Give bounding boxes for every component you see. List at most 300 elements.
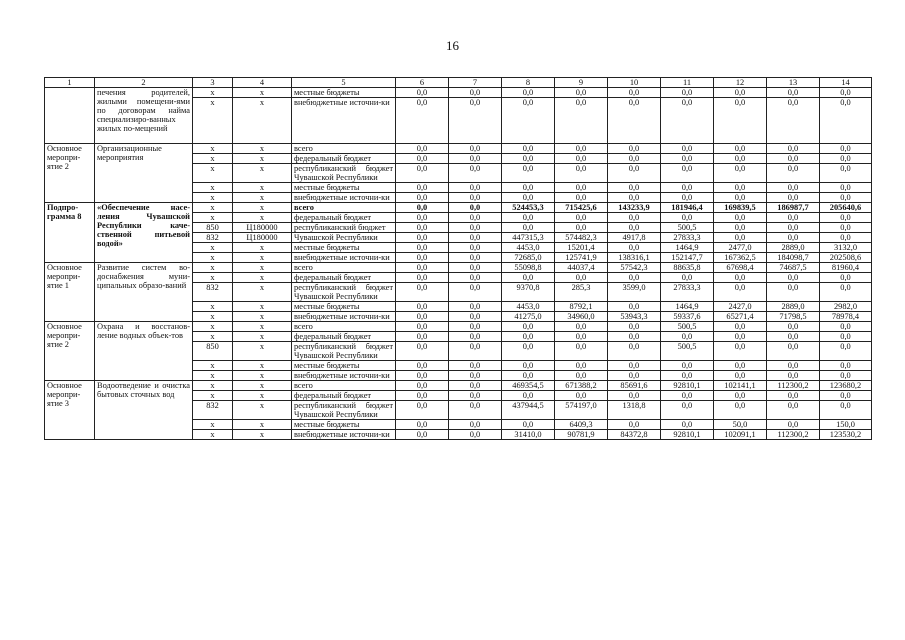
value-cell: 0,0 bbox=[767, 88, 820, 98]
value-cell: 0,0 bbox=[608, 361, 661, 371]
target-article-code: x bbox=[233, 342, 292, 361]
value-cell: 0,0 bbox=[714, 371, 767, 381]
column-number: 4 bbox=[233, 78, 292, 88]
target-article-code: x bbox=[233, 381, 292, 391]
value-cell: 0,0 bbox=[608, 302, 661, 312]
value-cell: 500,5 bbox=[661, 322, 714, 332]
grbs-code: x bbox=[193, 144, 233, 154]
grbs-code: x bbox=[193, 302, 233, 312]
value-cell: 53943,3 bbox=[608, 312, 661, 322]
value-cell: 0,0 bbox=[608, 193, 661, 203]
funding-source: внебюджетные источни-ки bbox=[292, 430, 396, 440]
value-cell: 0,0 bbox=[714, 164, 767, 183]
target-article-code: x bbox=[233, 322, 292, 332]
value-cell: 0,0 bbox=[396, 243, 449, 253]
value-cell: 143233,9 bbox=[608, 203, 661, 213]
value-cell: 0,0 bbox=[449, 154, 502, 164]
value-cell: 0,0 bbox=[714, 144, 767, 154]
value-cell: 0,0 bbox=[555, 98, 608, 144]
value-cell: 0,0 bbox=[396, 223, 449, 233]
value-cell: 0,0 bbox=[502, 332, 555, 342]
value-cell: 0,0 bbox=[767, 401, 820, 420]
value-cell: 57542,3 bbox=[608, 263, 661, 273]
value-cell: 0,0 bbox=[396, 253, 449, 263]
value-cell: 0,0 bbox=[767, 332, 820, 342]
value-cell: 2889,0 bbox=[767, 302, 820, 312]
value-cell: 0,0 bbox=[449, 420, 502, 430]
value-cell: 0,0 bbox=[767, 223, 820, 233]
value-cell: 0,0 bbox=[820, 213, 872, 223]
value-cell: 0,0 bbox=[396, 342, 449, 361]
value-cell: 0,0 bbox=[767, 273, 820, 283]
value-cell: 102091,1 bbox=[714, 430, 767, 440]
value-cell: 0,0 bbox=[820, 154, 872, 164]
grbs-code: x bbox=[193, 253, 233, 263]
value-cell: 0,0 bbox=[714, 273, 767, 283]
value-cell: 0,0 bbox=[661, 371, 714, 381]
target-article-code: x bbox=[233, 144, 292, 154]
target-article-code: x bbox=[233, 154, 292, 164]
column-number: 8 bbox=[502, 78, 555, 88]
funding-source: федеральный бюджет bbox=[292, 332, 396, 342]
value-cell: 123530,2 bbox=[820, 430, 872, 440]
value-cell: 0,0 bbox=[449, 183, 502, 193]
value-cell: 0,0 bbox=[396, 213, 449, 223]
measure-name: «Обеспечение насе-ления Чувашской Республики каче-ственной питьевой водой» bbox=[95, 203, 193, 263]
value-cell: 184098,7 bbox=[767, 253, 820, 263]
value-cell: 0,0 bbox=[820, 322, 872, 332]
value-cell: 2477,0 bbox=[714, 243, 767, 253]
value-cell: 6409,3 bbox=[555, 420, 608, 430]
grbs-code: x bbox=[193, 243, 233, 253]
value-cell: 0,0 bbox=[396, 332, 449, 342]
target-article-code: Ц180000 bbox=[233, 223, 292, 233]
target-article-code: x bbox=[233, 243, 292, 253]
value-cell: 15201,4 bbox=[555, 243, 608, 253]
funding-source: внебюджетные источни-ки bbox=[292, 312, 396, 322]
value-cell: 0,0 bbox=[555, 88, 608, 98]
column-number: 12 bbox=[714, 78, 767, 88]
value-cell: 2889,0 bbox=[767, 243, 820, 253]
grbs-code: x bbox=[193, 98, 233, 144]
value-cell: 0,0 bbox=[661, 273, 714, 283]
value-cell: 0,0 bbox=[396, 98, 449, 144]
value-cell: 0,0 bbox=[555, 164, 608, 183]
grbs-code: x bbox=[193, 420, 233, 430]
funding-source: местные бюджеты bbox=[292, 243, 396, 253]
value-cell: 0,0 bbox=[396, 193, 449, 203]
grbs-code: x bbox=[193, 332, 233, 342]
value-cell: 4917,8 bbox=[608, 233, 661, 243]
value-cell: 0,0 bbox=[608, 420, 661, 430]
column-number: 10 bbox=[608, 78, 661, 88]
value-cell: 55098,8 bbox=[502, 263, 555, 273]
value-cell: 27833,3 bbox=[661, 233, 714, 243]
target-article-code: x bbox=[233, 283, 292, 302]
value-cell: 0,0 bbox=[502, 98, 555, 144]
value-cell: 0,0 bbox=[820, 371, 872, 381]
value-cell: 205640,6 bbox=[820, 203, 872, 213]
value-cell: 0,0 bbox=[502, 144, 555, 154]
value-cell: 150,0 bbox=[820, 420, 872, 430]
value-cell: 447315,3 bbox=[502, 233, 555, 243]
value-cell: 0,0 bbox=[449, 342, 502, 361]
value-cell: 0,0 bbox=[449, 381, 502, 391]
target-article-code: x bbox=[233, 98, 292, 144]
measure-type bbox=[45, 88, 95, 144]
table-row bbox=[45, 322, 872, 332]
funding-source: республиканский бюджет bbox=[292, 223, 396, 233]
funding-source: республиканский бюджет Чувашской Республики bbox=[292, 342, 396, 361]
value-cell: 1464,9 bbox=[661, 243, 714, 253]
target-article-code: x bbox=[233, 391, 292, 401]
funding-source: федеральный бюджет bbox=[292, 154, 396, 164]
table-row bbox=[45, 263, 872, 273]
page-number: 16 bbox=[446, 38, 459, 53]
value-cell: 152147,7 bbox=[661, 253, 714, 263]
value-cell: 0,0 bbox=[767, 98, 820, 144]
value-cell: 0,0 bbox=[767, 322, 820, 332]
value-cell: 0,0 bbox=[767, 342, 820, 361]
target-article-code: x bbox=[233, 401, 292, 420]
value-cell: 50,0 bbox=[714, 420, 767, 430]
value-cell: 0,0 bbox=[767, 420, 820, 430]
measure-name: печения родителей, жилыми помещени-ями по договорам найма специализиро-ванных жилых по-мещений bbox=[95, 88, 193, 144]
target-article-code: x bbox=[233, 302, 292, 312]
measure-name: Развитие систем во-доснабжения муни-ципальных образо-ваний bbox=[95, 263, 193, 322]
value-cell: 0,0 bbox=[396, 183, 449, 193]
value-cell: 0,0 bbox=[555, 371, 608, 381]
column-number: 2 bbox=[95, 78, 193, 88]
value-cell: 0,0 bbox=[661, 391, 714, 401]
target-article-code: Ц180000 bbox=[233, 233, 292, 243]
value-cell: 0,0 bbox=[608, 98, 661, 144]
value-cell: 574197,0 bbox=[555, 401, 608, 420]
value-cell: 0,0 bbox=[714, 283, 767, 302]
grbs-code: 850 bbox=[193, 342, 233, 361]
measure-type: Основное меропри-ятие 2 bbox=[45, 144, 95, 203]
value-cell: 0,0 bbox=[396, 273, 449, 283]
value-cell: 41275,0 bbox=[502, 312, 555, 322]
value-cell: 9370,8 bbox=[502, 283, 555, 302]
value-cell: 0,0 bbox=[714, 213, 767, 223]
value-cell: 0,0 bbox=[820, 391, 872, 401]
value-cell: 0,0 bbox=[661, 361, 714, 371]
value-cell: 0,0 bbox=[502, 223, 555, 233]
value-cell: 65271,4 bbox=[714, 312, 767, 322]
column-number: 3 bbox=[193, 78, 233, 88]
value-cell: 0,0 bbox=[449, 213, 502, 223]
target-article-code: x bbox=[233, 361, 292, 371]
value-cell: 0,0 bbox=[396, 312, 449, 322]
target-article-code: x bbox=[233, 213, 292, 223]
value-cell: 0,0 bbox=[449, 371, 502, 381]
value-cell: 469354,5 bbox=[502, 381, 555, 391]
value-cell: 0,0 bbox=[661, 154, 714, 164]
grbs-code: x bbox=[193, 312, 233, 322]
value-cell: 0,0 bbox=[502, 371, 555, 381]
value-cell: 0,0 bbox=[449, 223, 502, 233]
value-cell: 0,0 bbox=[449, 164, 502, 183]
value-cell: 0,0 bbox=[502, 164, 555, 183]
grbs-code: 832 bbox=[193, 401, 233, 420]
value-cell: 0,0 bbox=[449, 193, 502, 203]
grbs-code: 832 bbox=[193, 233, 233, 243]
value-cell: 0,0 bbox=[608, 164, 661, 183]
value-cell: 90781,9 bbox=[555, 430, 608, 440]
value-cell: 0,0 bbox=[449, 98, 502, 144]
value-cell: 123680,2 bbox=[820, 381, 872, 391]
funding-source: федеральный бюджет bbox=[292, 213, 396, 223]
value-cell: 0,0 bbox=[608, 243, 661, 253]
value-cell: 0,0 bbox=[396, 233, 449, 243]
value-cell: 0,0 bbox=[661, 401, 714, 420]
column-number: 11 bbox=[661, 78, 714, 88]
value-cell: 0,0 bbox=[820, 88, 872, 98]
value-cell: 524453,3 bbox=[502, 203, 555, 213]
value-cell: 0,0 bbox=[396, 263, 449, 273]
table-row bbox=[45, 203, 872, 213]
value-cell: 0,0 bbox=[714, 98, 767, 144]
value-cell: 0,0 bbox=[449, 243, 502, 253]
grbs-code: x bbox=[193, 263, 233, 273]
value-cell: 0,0 bbox=[449, 332, 502, 342]
value-cell: 0,0 bbox=[502, 342, 555, 361]
value-cell: 0,0 bbox=[714, 233, 767, 243]
value-cell: 112300,2 bbox=[767, 381, 820, 391]
value-cell: 125741,9 bbox=[555, 253, 608, 263]
measure-name: Охрана и восстанов-ление водных объек-тов bbox=[95, 322, 193, 381]
target-article-code: x bbox=[233, 88, 292, 98]
funding-source: Чувашской Республики bbox=[292, 233, 396, 243]
value-cell: 0,0 bbox=[767, 154, 820, 164]
value-cell: 0,0 bbox=[449, 312, 502, 322]
funding-source: внебюджетные источни-ки bbox=[292, 193, 396, 203]
value-cell: 167362,5 bbox=[714, 253, 767, 263]
value-cell: 0,0 bbox=[661, 88, 714, 98]
value-cell: 0,0 bbox=[608, 144, 661, 154]
value-cell: 88635,8 bbox=[661, 263, 714, 273]
value-cell: 0,0 bbox=[714, 154, 767, 164]
grbs-code: x bbox=[193, 88, 233, 98]
value-cell: 671388,2 bbox=[555, 381, 608, 391]
value-cell: 0,0 bbox=[714, 332, 767, 342]
target-article-code: x bbox=[233, 164, 292, 183]
funding-source: местные бюджеты bbox=[292, 302, 396, 312]
value-cell: 0,0 bbox=[767, 361, 820, 371]
target-article-code: x bbox=[233, 312, 292, 322]
budget-table bbox=[44, 77, 872, 440]
column-number: 14 bbox=[820, 78, 872, 88]
value-cell: 0,0 bbox=[820, 183, 872, 193]
value-cell: 0,0 bbox=[820, 98, 872, 144]
measure-name: Водоотведение и очистка бытовых сточных вод bbox=[95, 381, 193, 440]
value-cell: 0,0 bbox=[767, 193, 820, 203]
value-cell: 0,0 bbox=[555, 391, 608, 401]
value-cell: 0,0 bbox=[502, 154, 555, 164]
value-cell: 0,0 bbox=[449, 401, 502, 420]
value-cell: 92810,1 bbox=[661, 430, 714, 440]
value-cell: 0,0 bbox=[820, 144, 872, 154]
value-cell: 0,0 bbox=[608, 322, 661, 332]
column-number: 5 bbox=[292, 78, 396, 88]
value-cell: 0,0 bbox=[396, 302, 449, 312]
value-cell: 169839,5 bbox=[714, 203, 767, 213]
value-cell: 0,0 bbox=[767, 371, 820, 381]
funding-source: внебюджетные источни-ки bbox=[292, 371, 396, 381]
measure-type: Подпро-грамма 8 bbox=[45, 203, 95, 263]
value-cell: 0,0 bbox=[767, 144, 820, 154]
value-cell: 0,0 bbox=[449, 263, 502, 273]
target-article-code: x bbox=[233, 430, 292, 440]
value-cell: 0,0 bbox=[608, 154, 661, 164]
value-cell: 44037,4 bbox=[555, 263, 608, 273]
value-cell: 0,0 bbox=[449, 203, 502, 213]
value-cell: 0,0 bbox=[661, 193, 714, 203]
funding-source: внебюджетные источни-ки bbox=[292, 253, 396, 263]
column-number: 7 bbox=[449, 78, 502, 88]
value-cell: 0,0 bbox=[714, 322, 767, 332]
funding-source: местные бюджеты bbox=[292, 420, 396, 430]
value-cell: 0,0 bbox=[449, 283, 502, 302]
value-cell: 0,0 bbox=[396, 88, 449, 98]
value-cell: 0,0 bbox=[555, 361, 608, 371]
value-cell: 138316,1 bbox=[608, 253, 661, 263]
target-article-code: x bbox=[233, 273, 292, 283]
value-cell: 0,0 bbox=[502, 322, 555, 332]
value-cell: 84372,8 bbox=[608, 430, 661, 440]
value-cell: 0,0 bbox=[555, 144, 608, 154]
value-cell: 0,0 bbox=[555, 193, 608, 203]
funding-source: всего bbox=[292, 381, 396, 391]
grbs-code: x bbox=[193, 322, 233, 332]
value-cell: 0,0 bbox=[555, 213, 608, 223]
grbs-code: x bbox=[193, 361, 233, 371]
value-cell: 0,0 bbox=[555, 223, 608, 233]
value-cell: 0,0 bbox=[396, 283, 449, 302]
value-cell: 0,0 bbox=[608, 223, 661, 233]
value-cell: 0,0 bbox=[502, 183, 555, 193]
value-cell: 0,0 bbox=[396, 164, 449, 183]
value-cell: 0,0 bbox=[661, 420, 714, 430]
value-cell: 0,0 bbox=[661, 183, 714, 193]
value-cell: 0,0 bbox=[767, 213, 820, 223]
value-cell: 0,0 bbox=[449, 253, 502, 263]
value-cell: 0,0 bbox=[820, 342, 872, 361]
value-cell: 1318,8 bbox=[608, 401, 661, 420]
grbs-code: x bbox=[193, 430, 233, 440]
funding-source: всего bbox=[292, 322, 396, 332]
grbs-code: x bbox=[193, 183, 233, 193]
grbs-code: 850 bbox=[193, 223, 233, 233]
value-cell: 0,0 bbox=[502, 88, 555, 98]
value-cell: 574482,3 bbox=[555, 233, 608, 243]
column-number: 9 bbox=[555, 78, 608, 88]
grbs-code: x bbox=[193, 273, 233, 283]
value-cell: 0,0 bbox=[396, 322, 449, 332]
funding-source: всего bbox=[292, 144, 396, 154]
value-cell: 0,0 bbox=[767, 164, 820, 183]
grbs-code: x bbox=[193, 203, 233, 213]
funding-source: всего bbox=[292, 263, 396, 273]
value-cell: 0,0 bbox=[449, 273, 502, 283]
value-cell: 0,0 bbox=[608, 371, 661, 381]
value-cell: 1464,9 bbox=[661, 302, 714, 312]
value-cell: 285,3 bbox=[555, 283, 608, 302]
value-cell: 0,0 bbox=[820, 164, 872, 183]
value-cell: 0,0 bbox=[608, 332, 661, 342]
target-article-code: x bbox=[233, 420, 292, 430]
value-cell: 0,0 bbox=[661, 332, 714, 342]
target-article-code: x bbox=[233, 332, 292, 342]
value-cell: 0,0 bbox=[396, 381, 449, 391]
value-cell: 0,0 bbox=[396, 371, 449, 381]
value-cell: 0,0 bbox=[608, 183, 661, 193]
measure-type: Основное меропри-ятие 3 bbox=[45, 381, 95, 440]
value-cell: 0,0 bbox=[714, 401, 767, 420]
value-cell: 0,0 bbox=[449, 430, 502, 440]
value-cell: 71798,5 bbox=[767, 312, 820, 322]
value-cell: 0,0 bbox=[396, 154, 449, 164]
value-cell: 81960,4 bbox=[820, 263, 872, 273]
value-cell: 0,0 bbox=[714, 361, 767, 371]
value-cell: 8792,1 bbox=[555, 302, 608, 312]
grbs-code: 832 bbox=[193, 283, 233, 302]
value-cell: 0,0 bbox=[449, 361, 502, 371]
value-cell: 59337,6 bbox=[661, 312, 714, 322]
column-number: 13 bbox=[767, 78, 820, 88]
value-cell: 2982,0 bbox=[820, 302, 872, 312]
funding-source: республиканский бюджет Чувашской Республики bbox=[292, 164, 396, 183]
grbs-code: x bbox=[193, 381, 233, 391]
value-cell: 0,0 bbox=[820, 361, 872, 371]
table-row bbox=[45, 381, 872, 391]
value-cell: 202508,6 bbox=[820, 253, 872, 263]
value-cell: 0,0 bbox=[820, 233, 872, 243]
value-cell: 0,0 bbox=[608, 391, 661, 401]
grbs-code: x bbox=[193, 213, 233, 223]
grbs-code: x bbox=[193, 391, 233, 401]
value-cell: 500,5 bbox=[661, 223, 714, 233]
value-cell: 0,0 bbox=[820, 332, 872, 342]
value-cell: 500,5 bbox=[661, 342, 714, 361]
value-cell: 0,0 bbox=[555, 183, 608, 193]
column-number: 6 bbox=[396, 78, 449, 88]
value-cell: 0,0 bbox=[396, 401, 449, 420]
value-cell: 0,0 bbox=[767, 183, 820, 193]
value-cell: 715425,6 bbox=[555, 203, 608, 213]
value-cell: 0,0 bbox=[555, 273, 608, 283]
measure-type: Основное меропри-ятие 1 bbox=[45, 263, 95, 322]
value-cell: 31410,0 bbox=[502, 430, 555, 440]
value-cell: 0,0 bbox=[396, 361, 449, 371]
value-cell: 0,0 bbox=[396, 420, 449, 430]
value-cell: 0,0 bbox=[502, 213, 555, 223]
value-cell: 78978,4 bbox=[820, 312, 872, 322]
value-cell: 0,0 bbox=[555, 332, 608, 342]
value-cell: 0,0 bbox=[555, 342, 608, 361]
value-cell: 0,0 bbox=[396, 391, 449, 401]
value-cell: 0,0 bbox=[449, 233, 502, 243]
value-cell: 0,0 bbox=[820, 401, 872, 420]
value-cell: 0,0 bbox=[502, 193, 555, 203]
funding-source: местные бюджеты bbox=[292, 88, 396, 98]
value-cell: 0,0 bbox=[714, 342, 767, 361]
value-cell: 4453,0 bbox=[502, 243, 555, 253]
measure-name: Организационные мероприятия bbox=[95, 144, 193, 203]
value-cell: 2427,0 bbox=[714, 302, 767, 312]
value-cell: 0,0 bbox=[555, 322, 608, 332]
